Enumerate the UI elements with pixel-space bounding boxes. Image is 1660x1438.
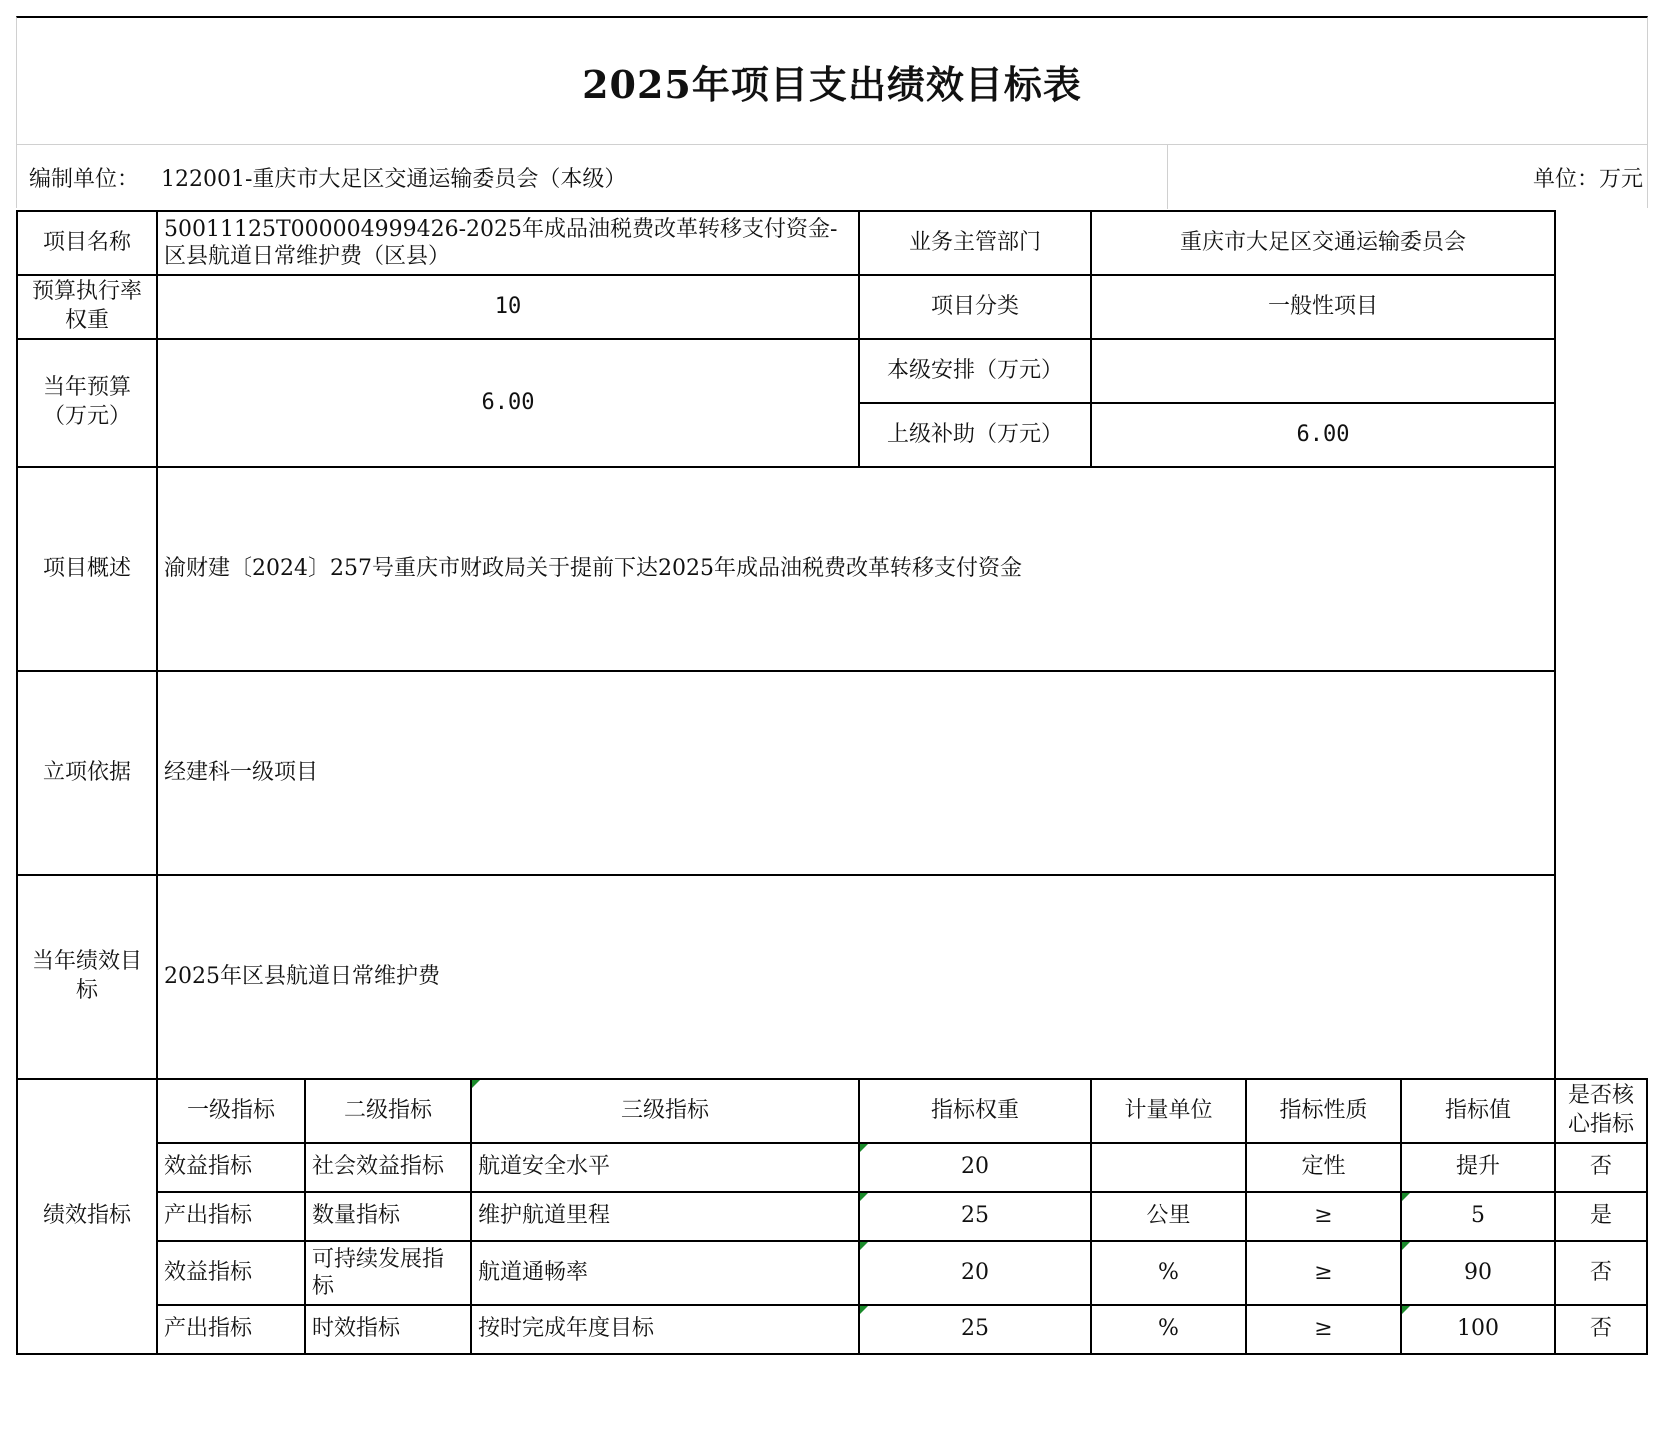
cell-level1: 效益指标 (157, 1143, 305, 1192)
header-value: 指标值 (1401, 1079, 1555, 1143)
overview-row (17, 467, 1647, 671)
rate-label: 预算执行率权重 (17, 275, 157, 339)
cell-level3: 按时完成年度目标 (471, 1305, 859, 1354)
cell-unit (1091, 1143, 1246, 1192)
cell-value: 90 (1401, 1241, 1555, 1305)
cell-weight: 20 (859, 1241, 1091, 1305)
org-divider (1167, 145, 1168, 209)
budget-value: 6.00 (157, 339, 859, 467)
cell-core: 否 (1555, 1305, 1647, 1354)
project-name-label: 项目名称 (17, 211, 157, 275)
cell-level2: 时效指标 (305, 1305, 471, 1354)
table-row (17, 1241, 1647, 1305)
cell-value: 5 (1401, 1192, 1555, 1241)
org-row (16, 144, 1648, 208)
table-row (17, 1192, 1647, 1241)
header-core: 是否核心指标 (1555, 1079, 1647, 1143)
cell-level3: 航道安全水平 (471, 1143, 859, 1192)
header-unit: 计量单位 (1091, 1079, 1246, 1143)
subsidy-value: 6.00 (1091, 403, 1555, 467)
header-level2: 二级指标 (305, 1079, 471, 1143)
cell-unit: 公里 (1091, 1192, 1246, 1241)
cell-core: 是 (1555, 1192, 1647, 1241)
basis-value: 经建科一级项目 (157, 671, 1555, 875)
cell-weight: 25 (859, 1192, 1091, 1241)
category-label: 项目分类 (859, 275, 1091, 339)
indicator-header-row (17, 1079, 1647, 1143)
cell-weight: 20 (859, 1143, 1091, 1192)
rate-value: 10 (157, 275, 859, 339)
cell-unit: % (1091, 1305, 1246, 1354)
org-label: 编制单位： (29, 166, 140, 192)
cell-value: 100 (1401, 1305, 1555, 1354)
title-row (16, 16, 1648, 144)
goal-row (17, 875, 1647, 1079)
subsidy-label: 上级补助（万元） (859, 403, 1091, 467)
cell-level1: 产出指标 (157, 1192, 305, 1241)
cell-level3: 航道通畅率 (471, 1241, 859, 1305)
goal-label: 当年绩效目标 (17, 875, 157, 1079)
basis-row (17, 671, 1647, 875)
cell-value: 提升 (1401, 1143, 1555, 1192)
indicators-section-label: 绩效指标 (17, 1079, 157, 1354)
page-title: 2025年项目支出绩效目标表 (582, 61, 1082, 107)
goal-value: 2025年区县航道日常维护费 (157, 875, 1555, 1079)
cell-level2: 社会效益指标 (305, 1143, 471, 1192)
cell-nature: ≥ (1246, 1305, 1401, 1354)
cell-level2: 可持续发展指标 (305, 1241, 471, 1305)
unit-label: 单位：万元 (1532, 166, 1643, 192)
local-label: 本级安排（万元） (859, 339, 1091, 403)
cell-level1: 产出指标 (157, 1305, 305, 1354)
cell-level3: 维护航道里程 (471, 1192, 859, 1241)
category-value: 一般性项目 (1091, 275, 1555, 339)
header-level3: 三级指标 (471, 1079, 859, 1143)
dept-label: 业务主管部门 (859, 211, 1091, 275)
overview-value: 渝财建〔2024〕257号重庆市财政局关于提前下达2025年成品油税费改革转移支付资金 (157, 467, 1555, 671)
rate-row (17, 275, 1647, 339)
basis-label: 立项依据 (17, 671, 157, 875)
local-value (1091, 339, 1555, 403)
table-row (17, 1305, 1647, 1354)
performance-table (16, 210, 1648, 1355)
project-name-row (17, 211, 1647, 275)
cell-nature: 定性 (1246, 1143, 1401, 1192)
dept-value: 重庆市大足区交通运输委员会 (1091, 211, 1555, 275)
header-level1: 一级指标 (157, 1079, 305, 1143)
cell-core: 否 (1555, 1241, 1647, 1305)
overview-label: 项目概述 (17, 467, 157, 671)
cell-core: 否 (1555, 1143, 1647, 1192)
org-value: 122001-重庆市大足区交通运输委员会（本级） (161, 166, 627, 192)
cell-level2: 数量指标 (305, 1192, 471, 1241)
header-nature: 指标性质 (1246, 1079, 1401, 1143)
table-row (17, 1143, 1647, 1192)
cell-nature: ≥ (1246, 1241, 1401, 1305)
cell-nature: ≥ (1246, 1192, 1401, 1241)
budget-label: 当年预算（万元） (17, 339, 157, 467)
project-name-value: 50011125T000004999426-2025年成品油税费改革转移支付资金-区县航道日常维护费（区县） (157, 211, 859, 275)
cell-unit: % (1091, 1241, 1246, 1305)
cell-level1: 效益指标 (157, 1241, 305, 1305)
budget-row-1 (17, 339, 1647, 403)
cell-weight: 25 (859, 1305, 1091, 1354)
header-weight: 指标权重 (859, 1079, 1091, 1143)
